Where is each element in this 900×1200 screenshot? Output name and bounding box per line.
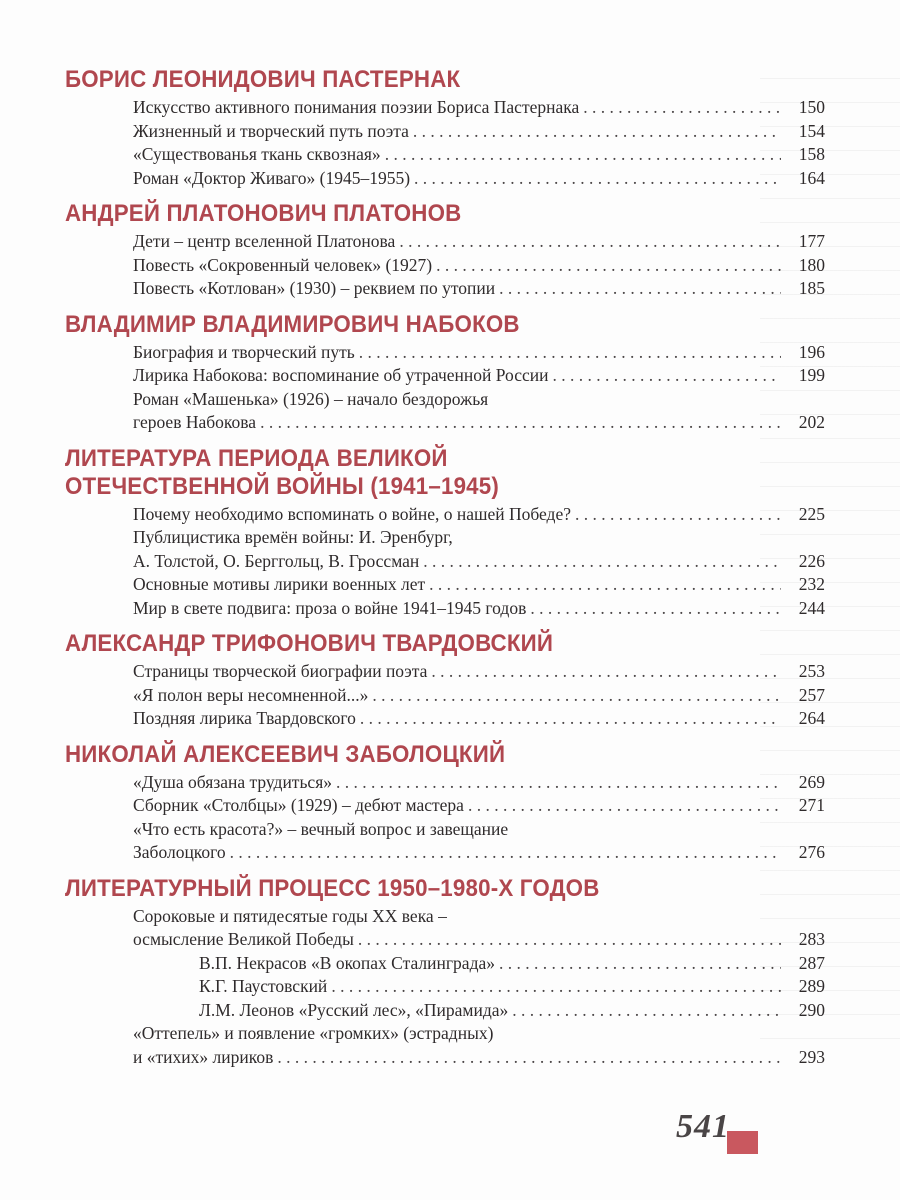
toc-entry-page: 199 — [798, 365, 825, 385]
section-heading — [65, 445, 772, 501]
toc-entry-title: А. Толстой, О. Берггольц, В. Гроссман — [133, 550, 420, 571]
toc-entry-page: 225 — [798, 503, 825, 524]
toc-entry-page: 290 — [798, 999, 825, 1020]
toc-entry[interactable] — [65, 684, 825, 708]
toc-entry[interactable] — [65, 503, 825, 527]
toc-entry-title: «Оттепель» и появление «громких» (эстрадных) — [133, 1023, 494, 1043]
toc-entry[interactable] — [65, 905, 825, 952]
toc-entry-page: 154 — [798, 120, 825, 141]
section-heading — [65, 741, 772, 769]
section-heading-line: БОРИС ЛЕОНИДОВИЧ ПАСТЕРНАК — [65, 66, 461, 93]
page-number: 541 — [676, 1108, 730, 1145]
section-heading — [65, 311, 772, 339]
dot-leader — [372, 684, 781, 708]
toc-entry-title: Жизненный и творческий путь поэта — [133, 120, 409, 141]
section-heading-line: НИКОЛАЙ АЛЕКСЕЕВИЧ ЗАБОЛОЦКИЙ — [65, 740, 506, 768]
toc-entry-title: К.Г. Паустовский — [199, 976, 328, 996]
toc-entry-title: В.П. Некрасов «В окопах Сталинграда» — [199, 952, 495, 973]
section-heading-line: ОТЕЧЕСТВЕННОЙ ВОЙНЫ (1941–1945) — [65, 472, 499, 500]
dot-leader — [512, 999, 781, 1023]
dot-leader — [414, 167, 781, 191]
toc-section — [65, 875, 825, 1070]
dot-leader — [575, 503, 781, 527]
toc-entry[interactable] — [65, 952, 825, 976]
toc-section — [65, 445, 825, 621]
toc-entry-page: 226 — [798, 550, 825, 571]
toc-entry-page: 293 — [798, 1046, 825, 1067]
toc-entry-page: 269 — [798, 771, 825, 792]
toc-entry-title: Почему необходимо вспоминать о войне, о нашей Победе? — [133, 503, 571, 524]
toc-entry[interactable] — [65, 120, 825, 144]
toc-entry-title: и «тихих» лириков — [133, 1046, 274, 1067]
toc-entry-title: Страницы творческой биографии поэта — [133, 661, 428, 681]
toc-entry-page: 164 — [798, 167, 825, 188]
dot-leader — [331, 975, 781, 999]
toc-entry-title: Заболоцкого — [133, 842, 226, 862]
toc-entry-page: 196 — [798, 341, 825, 362]
dot-leader — [423, 550, 781, 574]
toc-entry[interactable] — [65, 999, 825, 1023]
toc-section — [65, 66, 825, 190]
toc-entry[interactable] — [65, 597, 825, 621]
toc-entry[interactable] — [65, 364, 825, 388]
dot-leader — [553, 364, 781, 388]
dot-leader — [530, 597, 781, 621]
dot-leader — [230, 841, 781, 865]
toc-entry-page: 253 — [798, 661, 825, 681]
section-heading-line: ЛИТЕРАТУРНЫЙ ПРОЦЕСС 1950–1980-Х ГОДОВ — [65, 874, 600, 902]
toc-section — [65, 741, 825, 865]
toc-entry-page: 244 — [798, 597, 825, 618]
table-of-contents — [65, 66, 825, 1079]
section-heading-line: АЛЕКСАНДР ТРИФОНОВИЧ ТВАРДОВСКИЙ — [65, 630, 554, 657]
toc-entry-title: Повесть «Котлован» (1930) – реквием по утопии — [133, 278, 496, 298]
toc-entry[interactable] — [65, 96, 825, 120]
toc-entry-title: Роман «Доктор Живаго» (1945–1955) — [133, 167, 411, 188]
toc-entry[interactable] — [65, 771, 825, 795]
section-heading-line: ВЛАДИМИР ВЛАДИМИРОВИЧ НАБОКОВ — [65, 310, 520, 338]
dot-leader — [358, 928, 781, 952]
toc-entry[interactable] — [65, 526, 825, 573]
toc-entry-page: 287 — [798, 952, 825, 973]
toc-entry-page: 289 — [798, 976, 825, 996]
toc-entry-page: 150 — [798, 97, 825, 117]
toc-entry-page: 202 — [798, 412, 825, 432]
toc-entry-page: 232 — [798, 574, 825, 594]
toc-entry-title: Сороковые и пятидесятые годы XX века – — [133, 905, 447, 926]
toc-entry-page: 264 — [798, 708, 825, 728]
toc-entry[interactable] — [65, 167, 825, 191]
dot-leader — [499, 277, 781, 301]
section-heading-line: ЛИТЕРАТУРА ПЕРИОДА ВЕЛИКОЙ — [65, 444, 448, 472]
dot-leader — [359, 341, 781, 365]
section-heading-line: АНДРЕЙ ПЛАТОНОВИЧ ПЛАТОНОВ — [65, 200, 462, 227]
toc-entry-page: 283 — [798, 929, 825, 949]
toc-entry[interactable] — [65, 573, 825, 597]
toc-section — [65, 630, 825, 731]
toc-entry[interactable] — [65, 388, 825, 435]
toc-entry-title: «Я полон веры несомненной...» — [133, 684, 369, 705]
toc-entry-title: Л.М. Леонов «Русский лес», «Пирамида» — [199, 999, 509, 1020]
toc-entry-title: Сборник «Столбцы» (1929) – дебют мастера — [133, 795, 464, 815]
toc-entry-title: Роман «Машенька» (1926) – начало бездорожья — [133, 388, 489, 409]
section-heading — [65, 66, 772, 94]
toc-entry[interactable] — [65, 143, 825, 167]
toc-entry-title: «Существованья ткань сквозная» — [133, 144, 381, 164]
toc-entry-page: 180 — [798, 254, 825, 275]
section-heading — [65, 630, 772, 658]
toc-entry-title: Искусство активного понимания поэзии Бориса Пастернака — [133, 97, 580, 117]
toc-entry-title: Лирика Набокова: воспоминание об утраченной России — [133, 365, 549, 385]
dot-leader — [260, 411, 781, 435]
page-number-accent-square — [727, 1131, 758, 1154]
toc-entry[interactable] — [65, 277, 825, 301]
toc-entry-title: Публицистика времён войны: И. Эренбург, — [133, 527, 453, 547]
toc-section — [65, 311, 825, 435]
toc-entry-title: Мир в свете подвига: проза о войне 1941–1945 годов — [133, 597, 527, 618]
dot-leader — [277, 1046, 781, 1070]
dot-leader — [583, 96, 781, 120]
dot-leader — [468, 794, 781, 818]
toc-entry-page: 185 — [798, 278, 825, 298]
toc-entry-page: 177 — [798, 231, 825, 251]
toc-entry[interactable] — [65, 707, 825, 731]
dot-leader — [431, 660, 781, 684]
toc-entry-title: Повесть «Сокровенный человек» (1927) — [133, 254, 433, 275]
toc-entry[interactable] — [65, 818, 825, 865]
toc-entry-title: осмысление Великой Победы — [133, 929, 354, 949]
toc-entry-title: Поздняя лирика Твардовского — [133, 708, 356, 728]
toc-entry-page: 271 — [798, 795, 825, 815]
toc-section — [65, 200, 825, 301]
dot-leader — [499, 952, 781, 976]
toc-entry[interactable] — [65, 660, 825, 684]
dot-leader — [413, 120, 781, 144]
toc-entry[interactable] — [65, 230, 825, 254]
dot-leader — [336, 771, 781, 795]
dot-leader — [399, 230, 781, 254]
dot-leader — [385, 143, 781, 167]
dot-leader — [360, 707, 781, 731]
section-heading — [65, 200, 772, 228]
toc-entry-title: «Душа обязана трудиться» — [133, 771, 333, 792]
toc-entry-page: 257 — [798, 684, 825, 705]
toc-entry-title: «Что есть красота?» – вечный вопрос и завещание — [133, 818, 509, 839]
toc-entry-page: 276 — [798, 842, 825, 862]
toc-entry[interactable] — [65, 341, 825, 365]
toc-entry[interactable] — [65, 794, 825, 818]
toc-entry[interactable] — [65, 1022, 825, 1069]
toc-entry-title: героев Набокова — [133, 412, 257, 432]
toc-entry-page: 158 — [798, 144, 825, 164]
toc-entry[interactable] — [65, 254, 825, 278]
toc-entry-title: Основные мотивы лирики военных лет — [133, 574, 426, 594]
toc-entry-title: Биография и творческий путь — [133, 341, 355, 362]
dot-leader — [436, 254, 781, 278]
dot-leader — [429, 573, 781, 597]
toc-entry-title: Дети – центр вселенной Платонова — [133, 231, 396, 251]
toc-entry[interactable] — [65, 975, 825, 999]
section-heading — [65, 875, 772, 903]
